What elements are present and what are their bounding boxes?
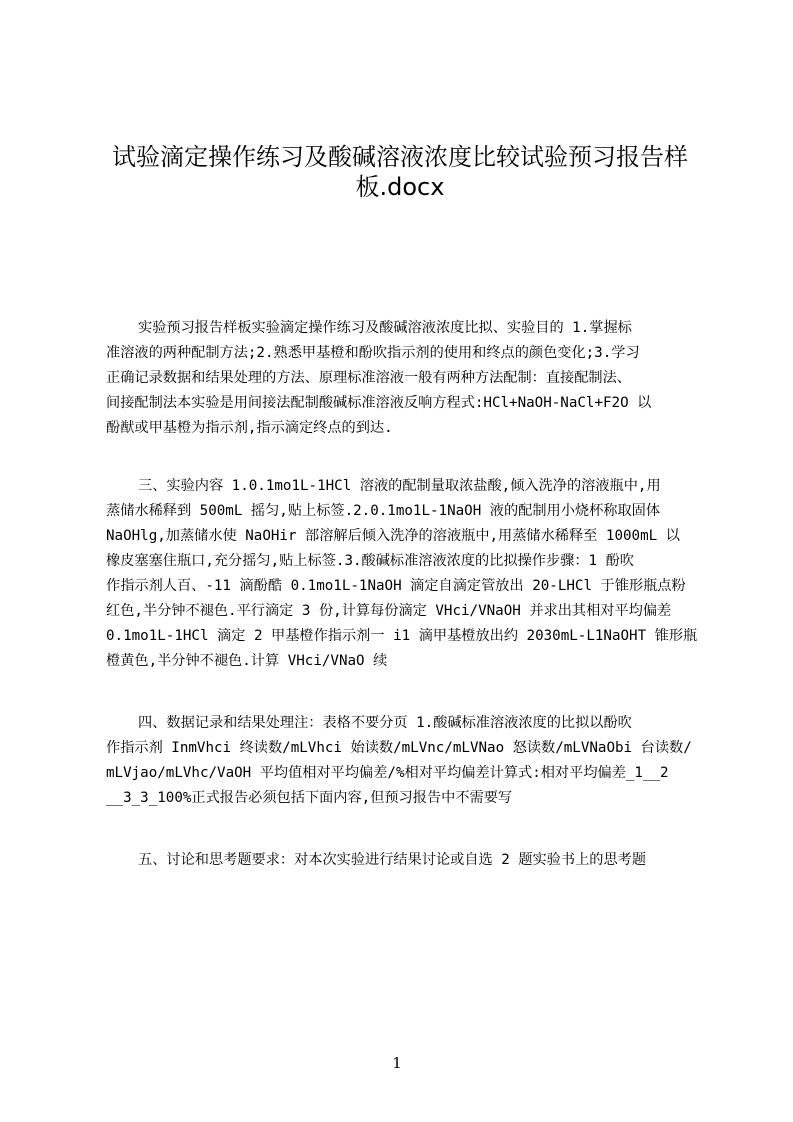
paragraph-line: 作指示剂人百、-11 滴酚酷 0.1mo1L-1NaOH 滴定自滴定管放出 20-LHCl 于锥形瓶点粉: [106, 578, 686, 594]
paragraph-line: 实验预习报告样板实验滴定操作练习及酸碱溶液浓度比拟、实验目的 1.掌握标: [138, 320, 632, 336]
paragraph-objectives: [106, 316, 700, 441]
paragraph-line: 蒸储水稀释到 500mL 摇匀,贴上标签.2.0.1mo1L-1NaOH 液的配制用小烧杯称取固体: [106, 503, 661, 519]
paragraph-line: 间接配制法本实验是用间接法配制酸碱标准溶液反响方程式:HCl+NaOH-NaCl+F2O 以: [106, 395, 652, 411]
title-line-1: 试验滴定操作练习及酸碱溶液浓度比较试验预习报告样: [112, 143, 688, 171]
paragraph-line: 四、数据记录和结果处理注：表格不要分页 1.酸碱标准溶液浓度的比拟以酚吹: [138, 715, 632, 731]
paragraph-experiment-content: [106, 474, 700, 674]
paragraph-line: 三、实验内容 1.0.1mo1L-1HCl 溶液的配制量取浓盐酸,倾入洗净的溶液瓶中,用: [138, 478, 661, 494]
paragraph-line: NaOHlg,加蒸储水使 NaOHir 部溶解后倾入洗净的溶液瓶中,用蒸储水稀释至 1000mL 以: [106, 528, 680, 544]
paragraph-line: 准溶液的两种配制方法;2.熟悉甲基橙和酚吹指示剂的使用和终点的颜色变化;3.学习: [106, 345, 640, 361]
paragraph-discussion: [106, 848, 700, 873]
paragraph-data-processing: [106, 711, 700, 811]
paragraph-line: 橡皮塞塞住瓶口,充分摇匀,贴上标签.3.酸碱标准溶液浓度的比拟操作步骤：1 酚吹: [106, 553, 634, 569]
paragraph-line: 0.1mo1L-1HCl 滴定 2 甲基橙作指示剂一 i1 滴甲基橙放出约 2030mL-L1NaOHT 锥形瓶: [106, 628, 698, 644]
paragraph-line: 橙黄色,半分钟不褪色.计算 VHci/VNaO 续: [106, 653, 388, 669]
paragraph-line: 作指示剂 InmVhci 终读数/mLVhci 始读数/mLVnc/mLVNao 怒读数/mLVNaObi 台读数/: [106, 740, 692, 756]
paragraph-line: __3_3_100%正式报告必须包括下面内容,但预习报告中不需要写: [106, 790, 513, 806]
page-number: 1: [392, 1054, 402, 1072]
paragraph-line: 酚猷或甲基橙为指示剂,指示滴定终点的到达.: [106, 420, 393, 436]
title-line-2: 板.docx: [355, 173, 445, 201]
document-title: [100, 142, 700, 202]
paragraph-line: mLVjao/mLVhc/VaOH 平均值相对平均偏差/%相对平均偏差计算式:相对平均偏差_1__2: [106, 765, 669, 781]
paragraph-line: 五、讨论和思考题要求：对本次实验进行结果讨论或自选 2 题实验书上的思考题: [138, 852, 647, 868]
paragraph-line: 正确记录数据和结果处理的方法、原理标准溶液一般有两种方法配制：直接配制法、: [106, 370, 631, 386]
paragraph-line: 红色,半分钟不褪色.平行滴定 3 份,计算每份滴定 VHci/VNaOH 并求出其相对平均偏差: [106, 603, 672, 619]
